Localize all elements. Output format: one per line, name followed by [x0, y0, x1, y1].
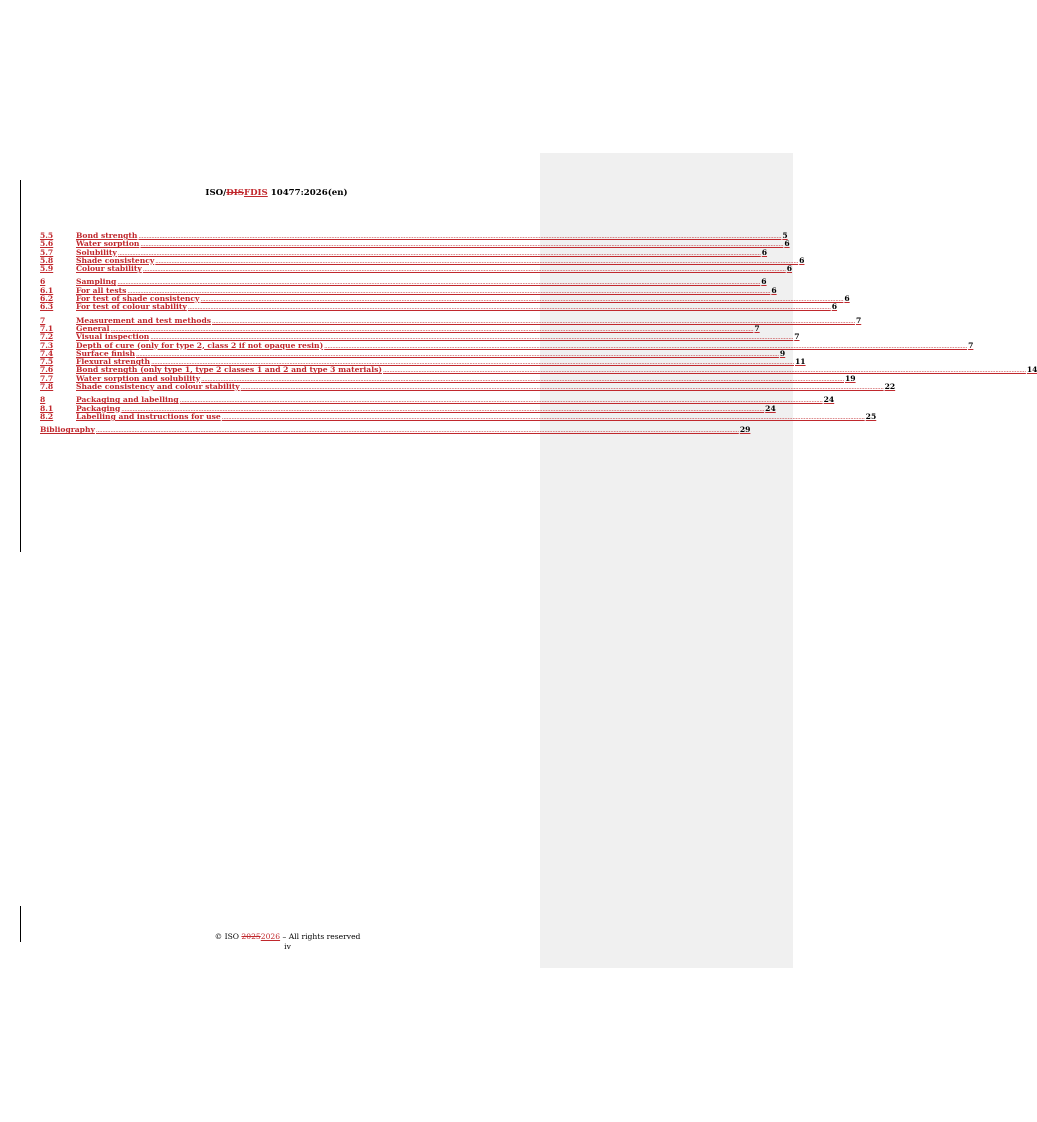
toc-page-number: 6	[761, 247, 768, 257]
toc-entry-number: 7.5	[40, 357, 54, 367]
toc-entry-number: 7.6	[40, 365, 54, 375]
toc-page-number: 6	[761, 277, 767, 287]
toc-entry-number: 5.6	[40, 239, 54, 249]
copyright-inserted-year: 2026	[260, 932, 281, 941]
header-deleted-text: DIS	[226, 188, 244, 198]
toc-dot-leader: ................................................................................................................................................................................................................................................................................................................................................................................................................	[121, 405, 765, 413]
toc-dot-leader: ................................................................................................................................................................................................................................................................................................................................................................................................................	[140, 241, 784, 249]
toc-entry-number: 6.2	[40, 294, 54, 304]
page-number: iv	[284, 942, 291, 951]
toc-page-number: 24	[765, 403, 776, 413]
toc-dot-leader: ................................................................................................................................................................................................................................................................................................................................................................................................................	[212, 317, 855, 325]
toc-entry-number: 6	[40, 277, 46, 287]
toc-entry[interactable]	[40, 411, 877, 421]
toc-entry-title: Surface finish	[76, 348, 136, 358]
toc-page-number: 7	[855, 315, 862, 325]
toc-page-number: 6	[771, 285, 777, 295]
toc-dot-leader: ................................................................................................................................................................................................................................................................................................................................................................................................................	[382, 367, 1026, 375]
toc-dot-leader: ................................................................................................................................................................................................................................................................................................................................................................................................................	[117, 249, 761, 257]
toc-page-number: 7	[794, 332, 800, 342]
header-inserted-text: FDIS	[243, 188, 268, 198]
toc-dot-leader: ................................................................................................................................................................................................................................................................................................................................................................................................................	[324, 342, 968, 350]
toc-page-number: 11	[795, 357, 806, 367]
toc-dot-leader: ................................................................................................................................................................................................................................................................................................................................................................................................................	[142, 266, 786, 274]
toc-entry-title: General	[76, 323, 110, 333]
toc-entry-number: 8	[40, 395, 46, 405]
toc-entry-title: Colour stability	[76, 264, 142, 274]
toc-entry-number: 8.2	[40, 411, 54, 421]
toc-entry-title: Solubility	[76, 247, 117, 257]
toc-page-number: 14	[1026, 365, 1037, 375]
toc-page-number: 24	[823, 395, 835, 405]
toc-entry-title: Packaging	[76, 403, 121, 413]
toc-entry[interactable]	[40, 264, 793, 274]
toc-page-number: 7	[754, 323, 760, 333]
change-bar	[20, 906, 21, 942]
copyright-deleted-year: 2025	[241, 932, 261, 941]
toc-entry-number: 5.8	[40, 255, 54, 265]
toc-entry-title: Sampling	[76, 277, 117, 287]
page-footer	[40, 932, 535, 952]
toc-dot-leader: ................................................................................................................................................................................................................................................................................................................................................................................................................	[155, 257, 799, 265]
toc-entry-number: 7.2	[40, 332, 54, 342]
toc-dot-leader: ................................................................................................................................................................................................................................................................................................................................................................................................................	[95, 427, 739, 435]
toc-page-number: 6	[799, 255, 805, 265]
toc-dot-leader: ................................................................................................................................................................................................................................................................................................................................................................................................................	[150, 334, 794, 342]
toc-page-number: 7	[968, 340, 974, 350]
toc-dot-leader: ................................................................................................................................................................................................................................................................................................................................................................................................................	[127, 287, 771, 295]
toc-dot-leader: ................................................................................................................................................................................................................................................................................................................................................................................................................	[221, 413, 865, 421]
toc-entry-title: Shade consistency	[76, 255, 155, 265]
toc-entry-title: Labelling and instructions for use	[76, 411, 221, 421]
toc-entry-title: Water sorption	[76, 239, 140, 249]
change-bar	[20, 180, 21, 552]
toc-dot-leader: ................................................................................................................................................................................................................................................................................................................................................................................................................	[179, 397, 823, 405]
toc-entry-number: 5.9	[40, 264, 54, 274]
toc-entry[interactable]	[40, 425, 751, 435]
toc-entry[interactable]	[40, 382, 896, 392]
toc-entry-title: Water sorption and solubility	[76, 373, 201, 383]
toc-entry-number: 7.1	[40, 323, 54, 333]
toc-page-number: 6	[844, 294, 850, 304]
toc-entry[interactable]	[40, 315, 862, 325]
toc-entry-number: 5.7	[40, 247, 54, 257]
document-header	[40, 188, 513, 198]
copyright-suffix: – All rights reserved	[280, 932, 361, 941]
table-of-contents	[40, 231, 1037, 435]
toc-entry-title: Bibliography	[40, 425, 95, 435]
toc-page-number: 9	[779, 348, 786, 358]
toc-dot-leader: ................................................................................................................................................................................................................................................................................................................................................................................................................	[151, 359, 794, 367]
toc-dot-leader: ................................................................................................................................................................................................................................................................................................................................................................................................................	[136, 350, 779, 358]
toc-dot-leader: ................................................................................................................................................................................................................................................................................................................................................................................................................	[200, 296, 844, 304]
toc-page-number: 22	[884, 382, 896, 392]
toc-page-number: 25	[865, 411, 877, 421]
toc-entry-number: 7.7	[40, 373, 54, 383]
copyright-line	[40, 932, 535, 942]
toc-entry-title: Packaging and labelling	[76, 395, 179, 405]
toc-entry-title: Bond strength	[76, 231, 138, 240]
toc-entry-title: Measurement and test methods	[76, 315, 212, 325]
toc-entry-title: For test of shade consistency	[76, 294, 200, 304]
toc-page-number: 6	[784, 239, 790, 249]
comment-pane	[540, 153, 793, 968]
toc-page-number: 19	[844, 373, 856, 383]
toc-entry-title: Depth of cure (only for type 2, class 2 if not opaque resin)	[76, 340, 324, 350]
toc-dot-leader: ................................................................................................................................................................................................................................................................................................................................................................................................................	[240, 384, 884, 392]
header-suffix: 10477:2026(en)	[267, 188, 348, 198]
toc-entry-number: 5.5	[40, 231, 54, 240]
toc-entry-number: 7	[40, 315, 46, 325]
toc-dot-leader: ................................................................................................................................................................................................................................................................................................................................................................................................................	[187, 304, 831, 312]
toc-page-number: 6	[831, 302, 838, 312]
toc-entry-number: 7.4	[40, 348, 54, 358]
toc-entry-title: For test of colour stability	[76, 302, 187, 312]
toc-entry-title: For all tests	[76, 285, 127, 295]
toc-page-number: 6	[786, 264, 793, 274]
toc-entry-title: Shade consistency and colour stability	[76, 382, 240, 392]
toc-dot-leader: ................................................................................................................................................................................................................................................................................................................................................................................................................	[110, 325, 754, 333]
toc-dot-leader: ................................................................................................................................................................................................................................................................................................................................................................................................................	[201, 375, 844, 383]
toc-entry-number: 7.3	[40, 340, 54, 350]
toc-dot-leader: ................................................................................................................................................................................................................................................................................................................................................................................................................	[138, 233, 782, 240]
toc-entry-title: Bond strength (only type 1, type 2 classes 1 and 2 and type 3 materials)	[76, 365, 382, 375]
toc-entry-number: 8.1	[40, 403, 54, 413]
toc-entry-title: Flexural strength	[76, 357, 151, 367]
header-prefix: ISO/	[205, 188, 227, 198]
toc-entry-number: 6.1	[40, 285, 54, 295]
toc-entry-number: 6.3	[40, 302, 54, 312]
toc-entry-title: Visual inspection	[76, 332, 150, 342]
toc-dot-leader: ................................................................................................................................................................................................................................................................................................................................................................................................................	[117, 279, 761, 287]
toc-page-number: 29	[739, 425, 751, 435]
copyright-prefix: © ISO	[214, 932, 242, 941]
toc-entry-number: 7.8	[40, 382, 54, 392]
toc-entry[interactable]	[40, 302, 838, 312]
toc-page-number: 5	[782, 231, 788, 240]
